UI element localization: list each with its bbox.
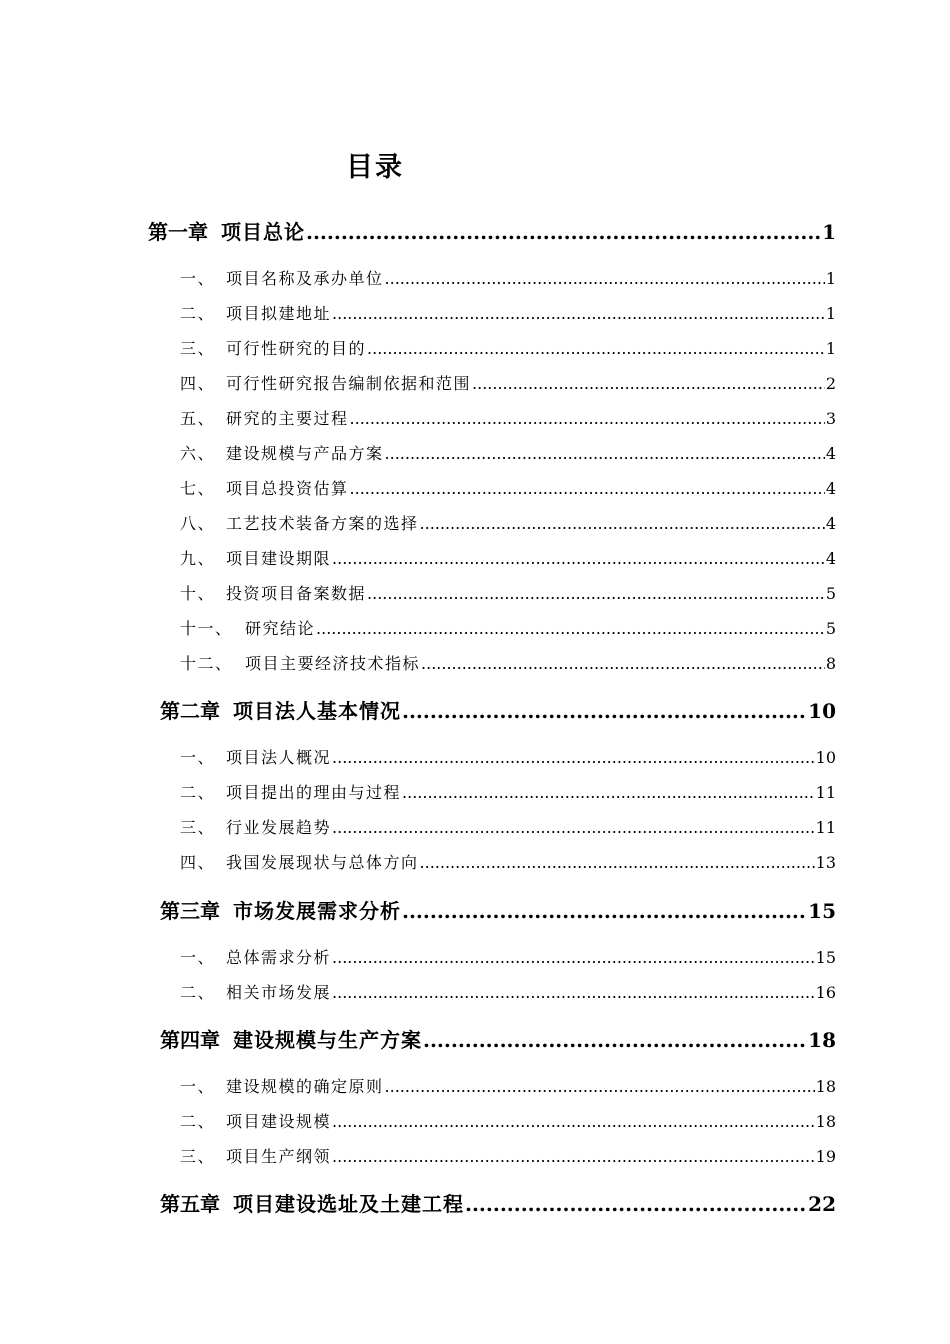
dot-leader [332, 304, 825, 323]
dot-leader [385, 444, 825, 463]
page-number: 4 [825, 479, 836, 498]
dot-leader [350, 479, 825, 498]
chapter-title: 市场发展需求分析 [233, 899, 401, 923]
chapter-label: 第二章 [160, 699, 220, 723]
item-title: 项目建设规模 [226, 1112, 332, 1131]
item-number: 九、 [180, 549, 216, 568]
toc-item[interactable] [180, 441, 836, 464]
item-title: 可行性研究的目的 [226, 339, 367, 358]
toc-item[interactable] [180, 1144, 836, 1167]
item-title: 建设规模与产品方案 [226, 444, 384, 463]
item-number: 四、 [180, 853, 216, 872]
item-number: 七、 [180, 479, 216, 498]
dot-leader [332, 1147, 815, 1166]
item-number: 四、 [180, 374, 216, 393]
item-title: 工艺技术装备方案的选择 [226, 514, 419, 533]
toc-item[interactable] [180, 336, 836, 359]
item-number: 一、 [180, 269, 216, 288]
dot-leader [402, 783, 815, 802]
page-number: 22 [808, 1192, 836, 1216]
dot-leader [465, 1192, 807, 1216]
item-number: 三、 [180, 1147, 216, 1166]
chapter-label: 第五章 [160, 1192, 220, 1216]
item-title: 项目总投资估算 [226, 479, 349, 498]
item-title: 行业发展趋势 [226, 818, 332, 837]
page-number: 15 [815, 948, 836, 967]
item-number: 一、 [180, 1077, 216, 1096]
toc-item[interactable] [180, 1109, 836, 1132]
dot-leader [332, 1112, 815, 1131]
item-title: 建设规模的确定原则 [226, 1077, 384, 1096]
page-number: 5 [825, 584, 836, 603]
item-number: 二、 [180, 983, 216, 1002]
dot-leader [350, 409, 825, 428]
item-number: 二、 [180, 1112, 216, 1131]
page-number: 5 [825, 619, 836, 638]
item-title: 总体需求分析 [226, 948, 332, 967]
page-number: 4 [825, 444, 836, 463]
page-number: 8 [825, 654, 836, 673]
dot-leader [316, 619, 825, 638]
dot-leader [332, 748, 815, 767]
dot-leader [472, 374, 825, 393]
item-title: 项目提出的理由与过程 [226, 783, 402, 802]
toc-chapter-1[interactable] [148, 216, 836, 245]
toc-item[interactable] [180, 815, 836, 838]
dot-leader [402, 699, 807, 723]
toc-item[interactable] [180, 371, 836, 394]
dot-leader [423, 1028, 807, 1052]
toc-item[interactable] [180, 850, 836, 873]
toc-item[interactable] [180, 546, 836, 569]
item-title: 项目名称及承办单位 [226, 269, 384, 288]
dot-leader [332, 549, 825, 568]
item-number: 六、 [180, 444, 216, 463]
page-number: 1 [825, 339, 836, 358]
item-number: 二、 [180, 783, 216, 802]
page-number: 16 [815, 983, 836, 1002]
toc-item[interactable] [180, 780, 836, 803]
item-number: 三、 [180, 339, 216, 358]
toc-item[interactable] [180, 980, 836, 1003]
dot-leader [385, 269, 825, 288]
item-number: 十一、 [180, 619, 233, 638]
page-number: 4 [825, 549, 836, 568]
item-title: 项目拟建地址 [226, 304, 332, 323]
item-number: 十、 [180, 584, 216, 603]
page-number: 1 [825, 269, 836, 288]
dot-leader [420, 514, 825, 533]
item-title: 项目生产纲领 [226, 1147, 332, 1166]
page-number: 11 [815, 818, 836, 837]
dot-leader [332, 948, 815, 967]
dot-leader [402, 899, 807, 923]
item-title: 项目建设期限 [226, 549, 332, 568]
page-number: 18 [815, 1077, 836, 1096]
page-number: 13 [815, 853, 836, 872]
item-number: 五、 [180, 409, 216, 428]
item-title: 可行性研究报告编制依据和范围 [226, 374, 472, 393]
dot-leader [367, 339, 825, 358]
toc-item[interactable] [180, 1074, 836, 1097]
toc-item[interactable] [180, 945, 836, 968]
page-number: 11 [815, 783, 836, 802]
toc-chapter-2[interactable] [160, 695, 836, 724]
dot-leader [332, 983, 815, 1002]
page-number: 1 [822, 220, 836, 244]
chapter-label: 第一章 [148, 220, 208, 244]
item-title: 研究结论 [245, 619, 316, 638]
item-number: 三、 [180, 818, 216, 837]
toc-item[interactable] [180, 581, 836, 604]
item-title: 相关市场发展 [226, 983, 332, 1002]
toc-chapter-4[interactable] [160, 1024, 836, 1053]
chapter-title: 项目建设选址及土建工程 [233, 1192, 464, 1216]
toc-item[interactable] [180, 511, 836, 534]
item-number: 十二、 [180, 654, 233, 673]
page-number: 18 [808, 1028, 836, 1052]
toc-chapter-5[interactable] [160, 1188, 836, 1217]
item-number: 二、 [180, 304, 216, 323]
chapter-title: 项目总论 [221, 220, 305, 244]
dot-leader [332, 818, 815, 837]
dot-leader [420, 853, 815, 872]
toc-item[interactable] [180, 301, 836, 324]
item-title: 研究的主要过程 [226, 409, 349, 428]
item-number: 一、 [180, 748, 216, 767]
toc-item[interactable] [180, 406, 836, 429]
dot-leader [306, 220, 821, 244]
item-title: 项目主要经济技术指标 [245, 654, 421, 673]
toc-item[interactable] [180, 476, 836, 499]
page-number: 10 [815, 748, 836, 767]
dot-leader [367, 584, 825, 603]
page-number: 15 [808, 899, 836, 923]
toc-item[interactable] [180, 266, 836, 289]
chapter-title: 项目法人基本情况 [233, 699, 401, 723]
page-number: 19 [815, 1147, 836, 1166]
dot-leader [385, 1077, 815, 1096]
page-number: 3 [825, 409, 836, 428]
item-number: 八、 [180, 514, 216, 533]
dot-leader [421, 654, 825, 673]
page-number: 2 [825, 374, 836, 393]
page-number: 18 [815, 1112, 836, 1131]
page-number: 1 [825, 304, 836, 323]
chapter-label: 第三章 [160, 899, 220, 923]
page-number: 4 [825, 514, 836, 533]
page-title: 目录 [346, 152, 404, 183]
page-number: 10 [808, 699, 836, 723]
toc-chapter-3[interactable] [160, 895, 836, 924]
toc-item[interactable] [180, 745, 836, 768]
item-number: 一、 [180, 948, 216, 967]
item-title: 投资项目备案数据 [226, 584, 367, 603]
toc-item[interactable] [180, 651, 836, 674]
toc-item[interactable] [180, 616, 836, 639]
item-title: 我国发展现状与总体方向 [226, 853, 419, 872]
chapter-label: 第四章 [160, 1028, 220, 1052]
chapter-title: 建设规模与生产方案 [233, 1028, 422, 1052]
item-title: 项目法人概况 [226, 748, 332, 767]
